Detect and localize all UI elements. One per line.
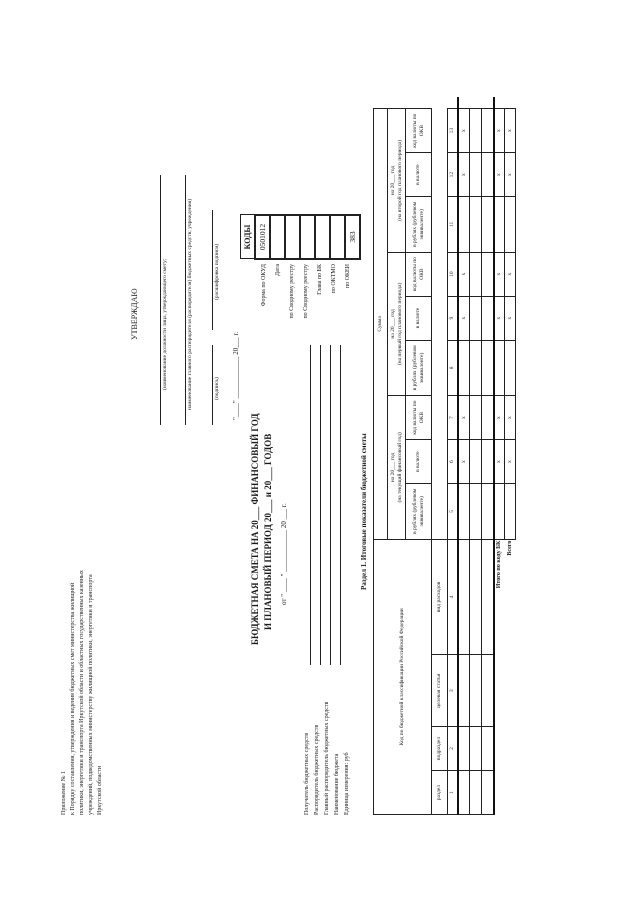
total-bk-row: Итого по коду БК х х х х х х bbox=[494, 97, 505, 815]
appendix-line: Иркутской области bbox=[97, 766, 103, 815]
position-line bbox=[160, 175, 161, 425]
col-currency: в валюте bbox=[406, 440, 432, 484]
col-razdel: раздел bbox=[432, 771, 448, 815]
org-line bbox=[185, 175, 186, 425]
approval-date: "____" ____________ 20___ г. bbox=[232, 331, 240, 420]
field-main-distributor: Главный распорядитель бюджетных средств bbox=[324, 701, 330, 815]
kbk-header: Код по бюджетной классификации Российской Федерации bbox=[374, 539, 432, 814]
field-line bbox=[330, 345, 331, 665]
table-row bbox=[482, 97, 494, 815]
code-date bbox=[270, 215, 285, 259]
codes-table bbox=[240, 214, 361, 260]
code-label: по ОКТМО bbox=[331, 264, 337, 294]
code-reestr-2 bbox=[300, 215, 315, 259]
code-label: по ОКЕИ bbox=[345, 264, 351, 289]
field-line bbox=[310, 345, 311, 665]
appendix-line: Приложение № 1 bbox=[61, 771, 67, 815]
col-okv: код валюты по ОКВ bbox=[406, 396, 432, 440]
code-label: по Сводному реестру bbox=[303, 264, 309, 319]
approval-heading: УТВЕРЖДАЮ bbox=[130, 288, 139, 340]
budget-table bbox=[373, 97, 516, 815]
signature-line bbox=[212, 345, 213, 425]
fields-block bbox=[302, 702, 352, 815]
field-line bbox=[340, 345, 341, 665]
codes-labels bbox=[257, 264, 355, 332]
landscape-sheet bbox=[60, 90, 520, 820]
document-title-line2: И ПЛАНОВЫЙ ПЕРИОД 20___ и 20___ ГОДОВ bbox=[263, 433, 273, 630]
field-recipient: Получатель бюджетных средств bbox=[304, 732, 310, 815]
code-label: Дата bbox=[275, 264, 281, 276]
code-reestr-1 bbox=[285, 215, 300, 259]
appendix-note bbox=[60, 570, 105, 815]
field-distributor: Распорядитель бюджетных средств bbox=[314, 724, 320, 815]
col-rub: в рублях (рублевом эквиваленте) bbox=[406, 197, 432, 253]
year-header: на 20___ год (на первый год планового периода) bbox=[388, 252, 406, 395]
sum-header: Сумма bbox=[374, 109, 388, 539]
appendix-line: учреждений, подведомственных министерству жилищной политики, энергетики и транспорта bbox=[88, 574, 94, 815]
section-title: Раздел 1. Итоговые показатели бюджетной сметы bbox=[360, 433, 368, 590]
col-okv: код валюты по ОКВ bbox=[406, 109, 432, 153]
document-title-line1: БЮДЖЕТНАЯ СМЕТА НА 20___ ФИНАНСОВЫЙ ГОД bbox=[250, 413, 260, 645]
document-date: от " ____ " ____________ 20 ___ г. bbox=[280, 503, 288, 605]
col-podrazdel: подраздел bbox=[432, 727, 448, 771]
codes-header: КОДЫ bbox=[241, 215, 256, 259]
table-row bbox=[470, 97, 482, 815]
total-row: Всего х х х х х х bbox=[505, 97, 516, 815]
code-label: Глава по БК bbox=[317, 264, 323, 295]
col-number-row: 1 2 3 4 5 6 7 8 9 10 11 12 13 bbox=[448, 97, 458, 815]
total-label: Всего bbox=[506, 540, 513, 556]
col-vid: вид расходов bbox=[432, 539, 448, 655]
year-header: на 20___ год (на второй год планового периода) bbox=[388, 109, 406, 253]
appendix-line: политики, энергетики и транспорта Иркутской области и областных государственных казенных bbox=[79, 570, 85, 815]
caption-name: (расшифровка подписи) bbox=[214, 243, 220, 300]
code-okei: 383 bbox=[345, 215, 360, 259]
name-line bbox=[212, 210, 213, 330]
col-rub: в рублях (рублевом эквиваленте) bbox=[406, 340, 432, 396]
caption-position: (наименование должности лица, утверждающего смету; bbox=[162, 258, 168, 390]
field-unit: Единица измерения: руб bbox=[344, 752, 350, 815]
col-okv: код валюты по ОКВ bbox=[406, 252, 432, 296]
code-oktmo bbox=[330, 215, 345, 259]
code-label: по Сводному реестру bbox=[289, 264, 295, 319]
caption-signature: (подпись) bbox=[214, 377, 220, 400]
appendix-line: к Порядку составления, утверждения и ведения бюджетных смет министерства жилищной bbox=[70, 582, 76, 815]
field-budget-name: Наименование бюджета bbox=[334, 753, 340, 815]
year-header: на 20___ год (на текущий финансовый год) bbox=[388, 396, 406, 539]
table-row: х х х х х х bbox=[458, 97, 470, 815]
col-target: целевая статья bbox=[432, 655, 448, 727]
code-glava-bk bbox=[315, 215, 330, 259]
col-currency: в валюте bbox=[406, 153, 432, 197]
col-rub: в рублях (рублевом эквиваленте) bbox=[406, 484, 432, 540]
code-label: Форма по ОКУД bbox=[261, 264, 267, 307]
total-bk-label: Итого по коду БК bbox=[494, 539, 505, 814]
caption-org: наименование главного распорядителя (распорядителя) бюджетных средств; учреждения) bbox=[187, 198, 193, 410]
code-okud: 0501012 bbox=[255, 215, 270, 259]
field-line bbox=[320, 345, 321, 665]
col-currency: в валюте bbox=[406, 296, 432, 340]
